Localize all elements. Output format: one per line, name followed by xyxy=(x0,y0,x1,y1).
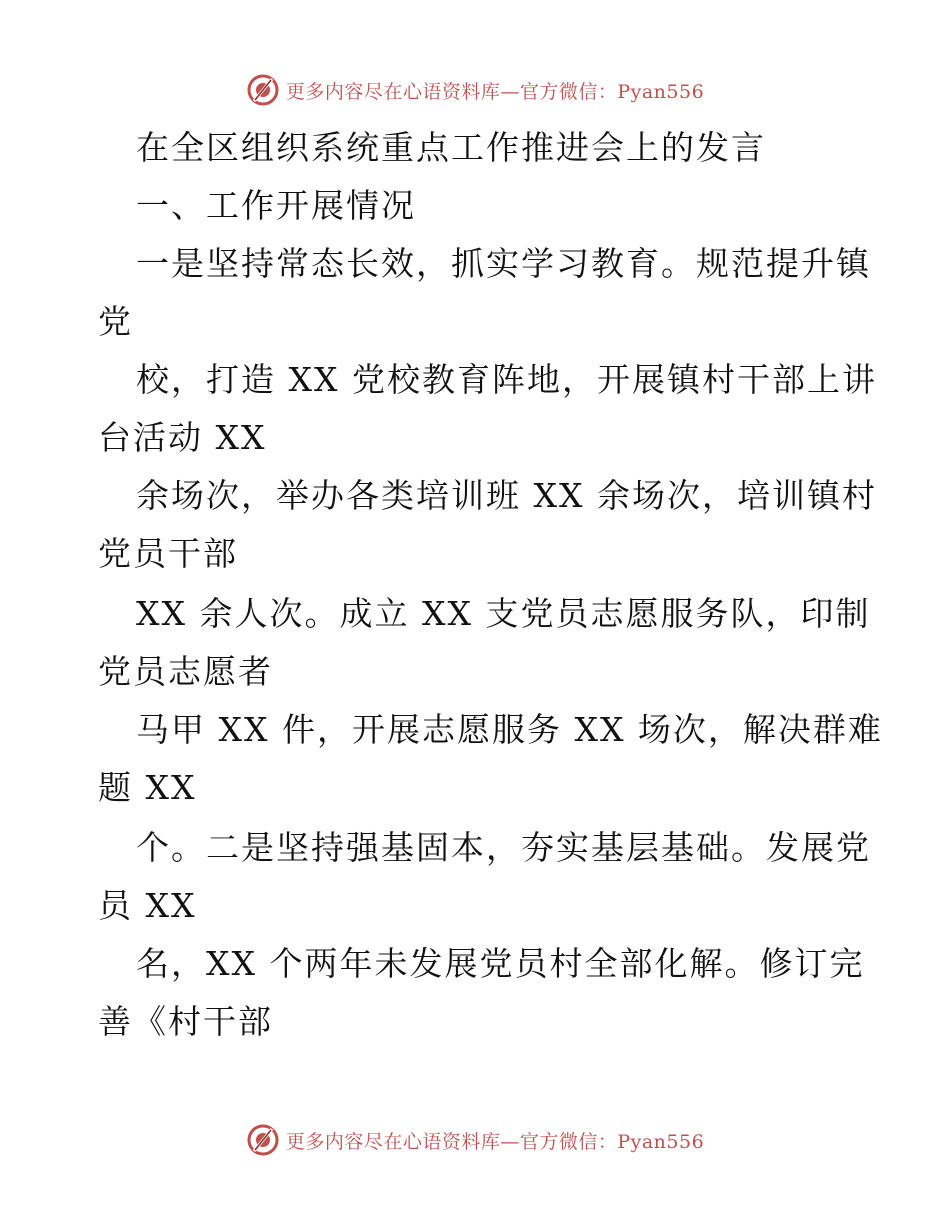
paragraph-line: 一是坚持常态长效，抓实学习教育。规范提升镇 xyxy=(136,244,871,283)
paragraph-line: 余场次，举办各类培训班 XX 余场次，培训镇村 xyxy=(136,476,877,515)
banner-site-name: 更多内容尽在心语资料库 xyxy=(285,1130,501,1153)
paragraph-line: 马甲 XX 件，开展志愿服务 XX 场次，解决群难 xyxy=(136,710,883,749)
quill-seal-icon xyxy=(246,73,280,107)
paragraph-line: 名，XX 个两年未发展党员村全部化解。修订完 xyxy=(136,944,865,983)
banner-site-name: 更多内容尽在心语资料库 xyxy=(285,80,501,103)
paragraph-line: 员 XX xyxy=(98,886,197,925)
footer-banner xyxy=(0,1120,950,1160)
paragraph-line: 党 xyxy=(98,302,133,341)
banner-wechat: 官方微信：Pyan556 xyxy=(519,80,705,103)
banner-separator: — xyxy=(500,80,520,103)
footer-banner-text xyxy=(286,1127,704,1154)
paragraph-line: XX 余人次。成立 XX 支党员志愿服务队，印制 xyxy=(136,594,871,633)
paragraph-line: 个。二是坚持强基固本，夯实基层基础。发展党 xyxy=(136,828,871,867)
paragraph-line: 校，打造 XX 党校教育阵地，开展镇村干部上讲 xyxy=(136,360,877,399)
paragraph-line: 党员志愿者 xyxy=(98,652,273,691)
banner-separator: — xyxy=(500,1130,520,1153)
header-banner-text xyxy=(286,77,704,104)
header-banner xyxy=(0,70,950,110)
paragraph-line: 党员干部 xyxy=(98,534,238,573)
section-heading: 一、工作开展情况 xyxy=(136,186,416,225)
paragraph-line: 题 XX xyxy=(98,768,197,807)
quill-seal-icon xyxy=(246,1123,280,1157)
document-title: 在全区组织系统重点工作推进会上的发言 xyxy=(136,128,766,167)
banner-wechat: 官方微信：Pyan556 xyxy=(519,1130,705,1153)
paragraph-line: 台活动 XX xyxy=(98,418,267,457)
paragraph-line: 善《村干部 xyxy=(98,1002,273,1041)
